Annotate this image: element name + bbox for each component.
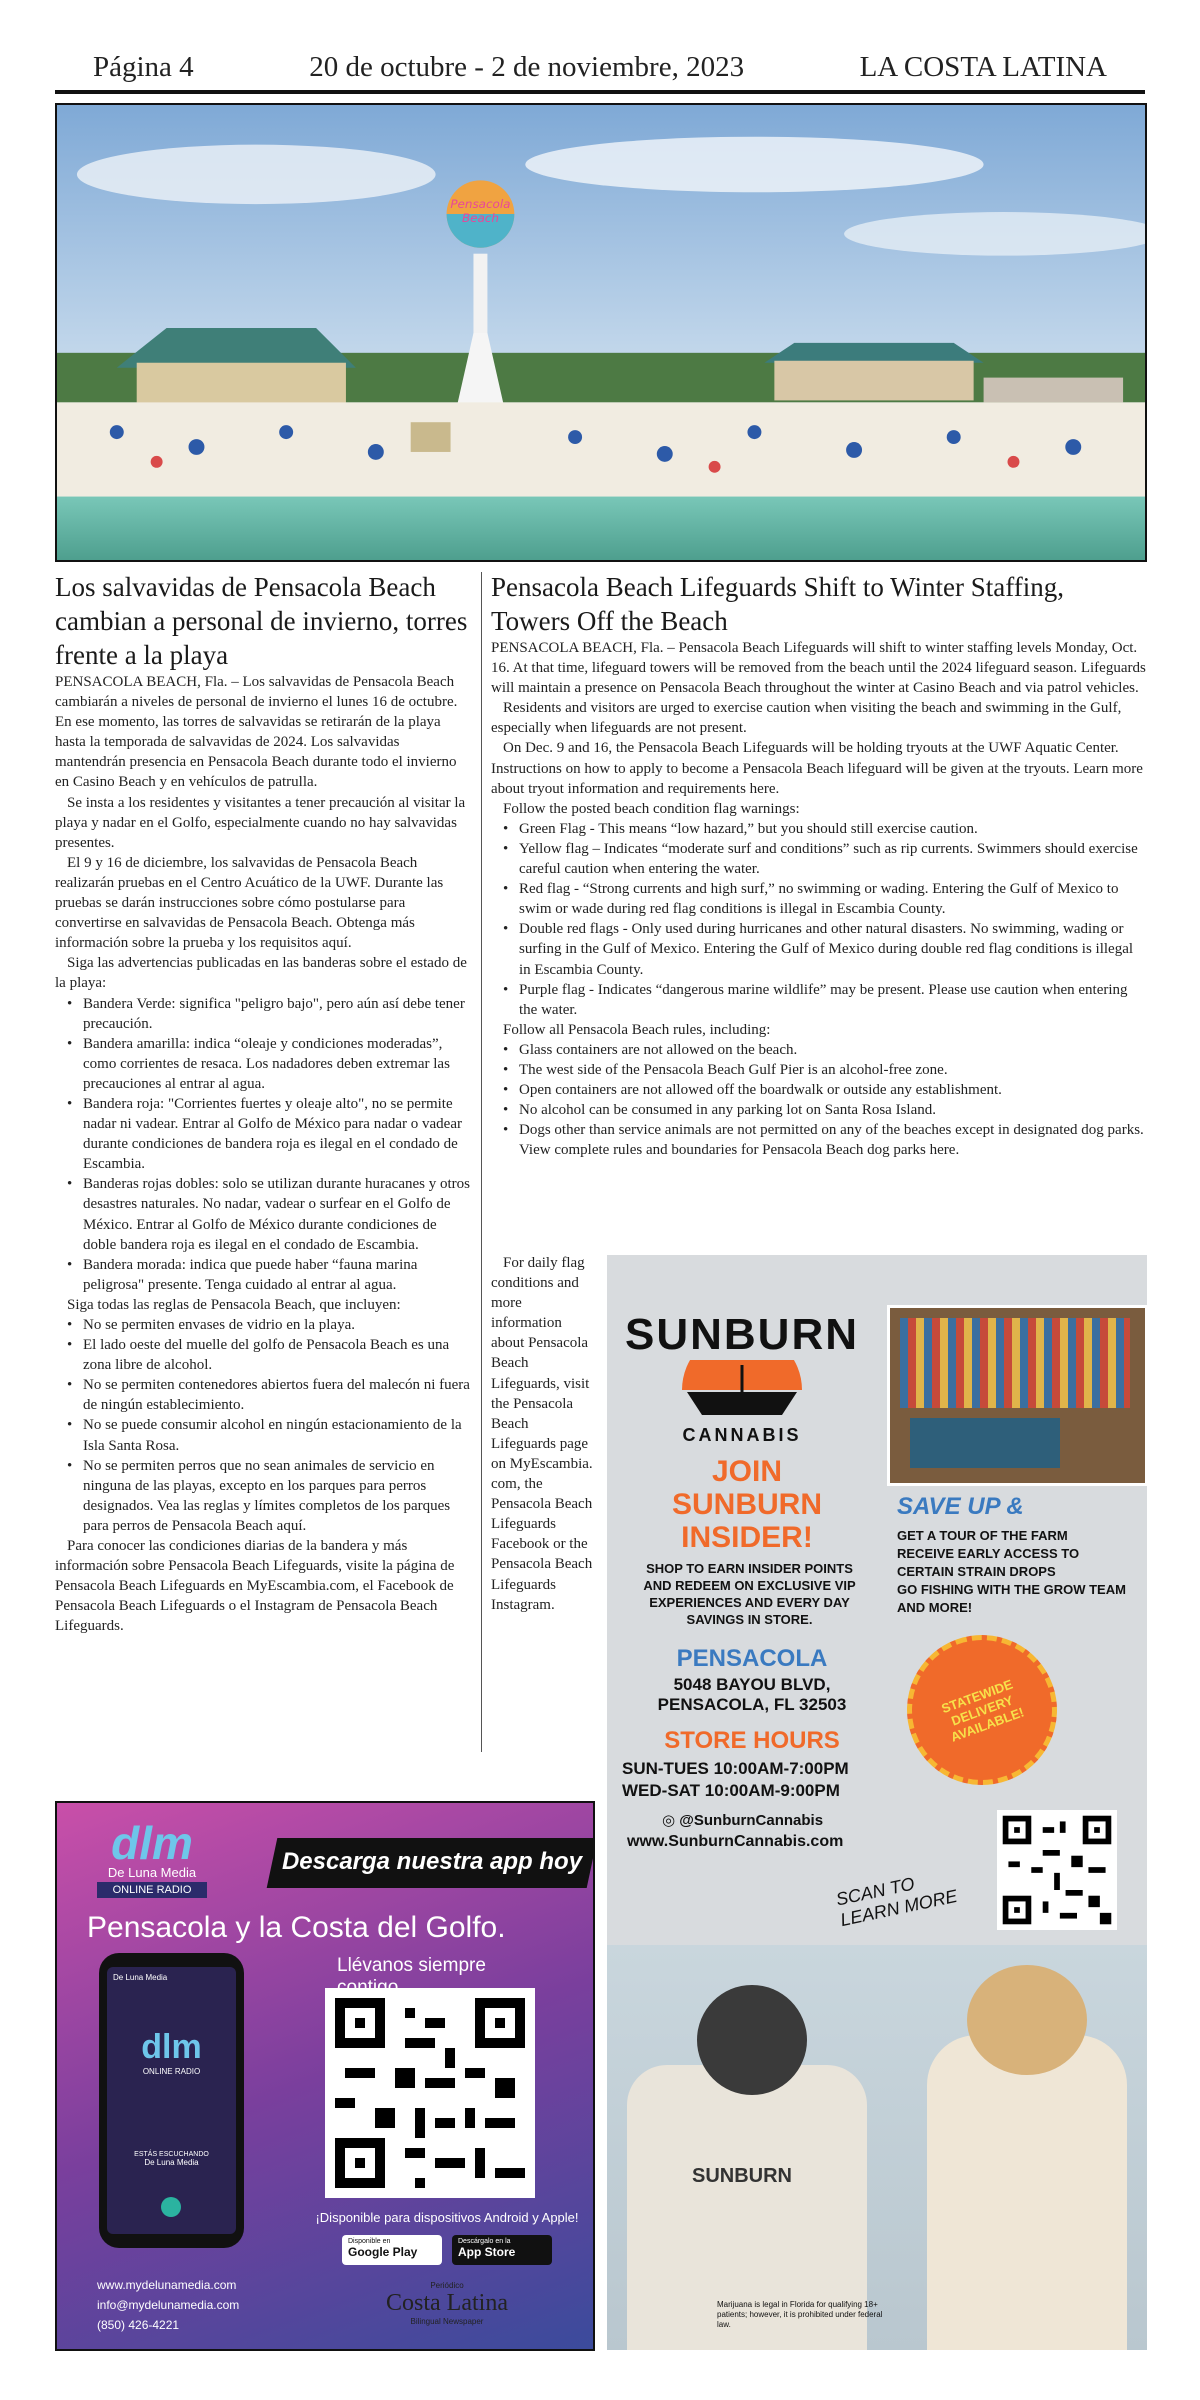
list-item: • Purple flag - Indicates “dangerous marine wildlife” may be present. Please use caution when entering the water. [519,980,1147,1020]
spanish-flag-list [55,994,473,1295]
list-item: • No se permiten perros que no sean animales de servicio en ninguna de las playas, excepto en los parques para perros designados. Vea las reglas y límites completos de los parques para perros de Pensacola Beach aquí. [83,1456,473,1536]
website-link[interactable]: www.SunburnCannabis.com [627,1833,844,1850]
spanish-paragraph: El 9 y 16 de diciembre, los salvavidas de Pensacola Beach realizarán pruebas en el Centro Acuático de la UWF. Durante las pruebas se darán instrucciones sobre cómo postularse para convertirse en salvavidas de Pensacola Beach. Obtenga más información sobre la prueba y los requisitos aquí. [55,854,444,952]
availability-text: ¡Disponible para dispositivos Android y Apple! [315,2210,579,2225]
list-item: • Yellow flag – Indicates “moderate surf and conditions” such as rip currents. Swimmers should exercise careful caution when entering the water. [519,839,1147,879]
ad-headline: Pensacola y la Costa del Golfo. [87,1911,506,1944]
spanish-article [55,570,473,1788]
tower-text-2: Beach [461,210,499,225]
english-paragraph: On Dec. 9 and 16, the Pensacola Beach Lifeguards will be holding tryouts at the UWF Aquatic Center. Instructions on how to apply to become a Pensacola Beach lifeguard will be given at the tryouts. Learn more about tryout information and requirements here. [491,740,1143,797]
join-body: SHOP TO EARN INSIDER POINTS AND REDEEM ON EXCLUSIVE VIP EXPERIENCES AND EVERY DAY SAVINGS IN STORE. [643,1561,856,1627]
instagram-handle[interactable]: ◎ @SunburnCannabis [662,1812,824,1829]
list-item: • The west side of the Pensacola Beach Gulf Pier is an alcohol-free zone. [519,1060,1147,1080]
tower-text-1: Pensacola [450,197,511,212]
english-paragraph: Residents and visitors are urged to exercise caution when visiting the beach and swimming in the Gulf, especially when lifeguards are not present. [491,700,1122,737]
english-rules-list [491,1040,1147,1161]
sunburn-logo: SUNBURN CANNABIS [625,1310,859,1445]
list-item: • Bandera roja: "Corrientes fuertes y oleaje alto", no se permite nadar ni vadear. Entrar al Golfo de México para nadar o vadear durante condiciones de bandera roja es ilegal en el condado de Escambia. [83,1094,473,1174]
scan-text: SCAN TO LEARN MORE [834,1873,960,1931]
list-item: • No se puede consumir alcohol en ningún estacionamiento de la Isla Santa Rosa. [83,1415,473,1455]
english-flag-list [491,819,1147,1020]
phone-logo: dlm [141,2028,202,2066]
store-hours: SUN-TUES 10:00AM-7:00PM WED-SAT 10:00AM-9:00PM [622,1759,849,1800]
shirt-logo: SUNBURN [692,2165,792,2187]
english-article [491,570,1147,1160]
english-rules-intro: Follow all Pensacola Beach rules, including: [503,1021,771,1038]
city-heading: PENSACOLA [676,1645,828,1672]
phone-number: (850) 426-4221 [97,2318,180,2332]
banner-text: Descarga nuestra app hoy [281,1848,583,1875]
google-play-badge[interactable]: Disponible en Google Play [342,2235,442,2265]
spanish-paragraph: Siga las advertencias publicadas en las banderas sobre el estado de la playa: [55,955,467,992]
english-closing: For daily flag conditions and more information about Pensacola Beach Lifeguards, visit the Pensacola Beach Lifeguards page on MyEscambia. com, the Pensacola Beach Lifeguards Facebook or the Pensacola Beach Lifeguards Instagram. [491,1255,593,1613]
list-item: • Bandera Verde: significa "peligro bajo", pero aún así debe tener precaución. [83,994,473,1034]
save-list: GET A TOUR OF THE FARM RECEIVE EARLY ACCESS TO CERTAIN STRAIN DROPS GO FISHING WITH THE GROW TEAM AND MORE! [897,1528,1126,1615]
cannabis-ad [607,1255,1147,2350]
list-item: • No se permiten contenedores abiertos fuera del malecón ni fuera de ningún establecimiento. [83,1375,473,1415]
spanish-paragraph: PENSACOLA BEACH, Fla. – Los salvavidas de Pensacola Beach cambiarán a niveles de personal de invierno el lunes 16 de octubre. En ese momento, las torres de salvavidas se retirarán de la playa hasta la temporada de salvavidas de 2024. Los salvavidas mantendrán presencia en Pensacola Beach durante todo el invierno en Casino Beach y en vehículos de patrulla. [55,674,458,791]
contact-list [97,2275,239,2335]
hours-heading: STORE HOURS [664,1727,840,1754]
list-item: • Glass containers are not allowed on the beach. [519,1040,1147,1060]
list-item: • No alcohol can be consumed in any parking lot on Santa Rosa Island. [519,1100,1147,1120]
list-item: • Double red flags - Only used during hurricanes and other natural disasters. No swimming, wading or surfing in the Gulf of Mexico. Entering the Gulf of Mexico during double red flag conditions is illegal in Escambia County. [519,919,1147,979]
list-item: • Banderas rojas dobles: solo se utilizan durante huracanes y otros desastres naturales. No nadar, vadear o surfear en el Golfo de México. Entrar al Golfo de México durante condiciones de doble bandera roja es ilegal en el condado de Escambia. [83,1174,473,1254]
newspaper-name: LA COSTA LATINA [859,50,1107,83]
play-icon [161,2197,181,2217]
list-item: • Bandera morada: indica que puede haber “fauna marina peligrosa" presente. Tenga cuidado al entrar al agua. [83,1255,473,1295]
spanish-closing: Para conocer las condiciones diarias de la bandera y más información sobre Pensacola Beach Lifeguards, visite la página de Pensacola Beach Lifeguards en MyEscambia.com, el Facebook de Pensacola Beach Lifeguards o el Instagram de Pensacola Beach Lifeguards. [55,1538,455,1635]
list-item: • Open containers are not allowed off the boardwalk or outside any establishment. [519,1080,1147,1100]
costa-latina-logo: Periódico Costa Latina Bilingual Newspaper [386,2281,508,2326]
spanish-rules-list [55,1315,473,1536]
column-divider [481,572,482,1752]
list-item: • No se permiten envases de vidrio en la playa. [83,1315,473,1335]
list-item: • Bandera amarilla: indica “oleaje y condiciones moderadas”, como corrientes de resaca. Los nadadores deben extremar las precauciones al entrar al agua. [83,1034,473,1094]
store-address: 5048 BAYOU BLVD, PENSACOLA, FL 32503 [657,1675,847,1714]
spanish-headline: Los salvavidas de Pensacola Beach cambian a personal de invierno, torres frente a la playa [55,572,468,670]
save-heading: SAVE UP & [897,1493,1024,1520]
store-photo [887,1305,1147,1486]
website-link[interactable]: www.mydelunamedia.com [97,2278,237,2292]
ad-tagline: Llévanos siempre [337,1955,486,1976]
page-number: Página 4 [93,50,194,83]
email-link[interactable]: info@mydelunamedia.com [97,2298,240,2312]
page-header [55,44,1145,94]
spanish-paragraph: Se insta a los residentes y visitantes a tener precaución al visitar la playa y nadar en el Golfo, especialmente cuando no hay salvavidas presentes. [55,794,466,851]
beach-photo [55,103,1147,562]
lifestyle-photo [607,1945,1147,2350]
list-item: • El lado oeste del muelle del golfo de Pensacola Beach es una zona libre de alcohol. [83,1335,473,1375]
boat-icon [662,1360,822,1420]
delivery-badge: STATEWIDE DELIVERY AVAILABLE! [886,1614,1078,1806]
cannabis-qr-code [997,1810,1117,1930]
english-headline: Pensacola Beach Lifeguards Shift to Winter Staffing, Towers Off the Beach [491,572,1065,636]
app-store-badge[interactable]: Descárgalo en la App Store [452,2235,552,2265]
radio-app-ad [55,1801,595,2351]
list-item: • Red flag - “Strong currents and high surf,” no swimming or wading. Entering the Gulf of Mexico to swim or wade during red flag conditions is illegal in Escambia County. [519,879,1147,919]
issue-dates: 20 de octubre - 2 de noviembre, 2023 [309,50,745,83]
instagram-icon: ◎ [662,1812,680,1829]
join-heading: JOIN SUNBURN INSIDER! [672,1455,822,1554]
list-item: • Green Flag - This means “low hazard,” but you should still exercise caution. [519,819,1147,839]
list-item: • Dogs other than service animals are not permitted on any of the beaches except in designated dog parks. View complete rules and boundaries for Pensacola Beach dog parks here. [519,1120,1147,1160]
phone-mockup: De Luna Media dlm ONLINE RADIO ESTÁS ESCUCHANDO De Luna Media [99,1953,244,2248]
qr-code [325,1988,535,2198]
dlm-logo: dlm De Luna Media ONLINE RADIO [97,1821,207,1898]
spanish-rules-intro: Siga todas las reglas de Pensacola Beach, que incluyen: [67,1296,401,1313]
english-paragraph: Follow the posted beach condition flag warnings: [503,800,800,817]
english-paragraph: PENSACOLA BEACH, Fla. – Pensacola Beach Lifeguards will shift to winter staffing levels Monday, Oct. 16. At that time, lifeguard towers will be removed from the beach until the 2024 lifeguard season. Lifeguards will maintain a presence on Pensacola Beach throughout the winter at Casino Beach and via patrol vehicles. [491,640,1146,697]
legal-disclaimer: Marijuana is legal in Florida for qualifying 18+ patients; however, it is prohibited under federal law. [717,2300,883,2329]
